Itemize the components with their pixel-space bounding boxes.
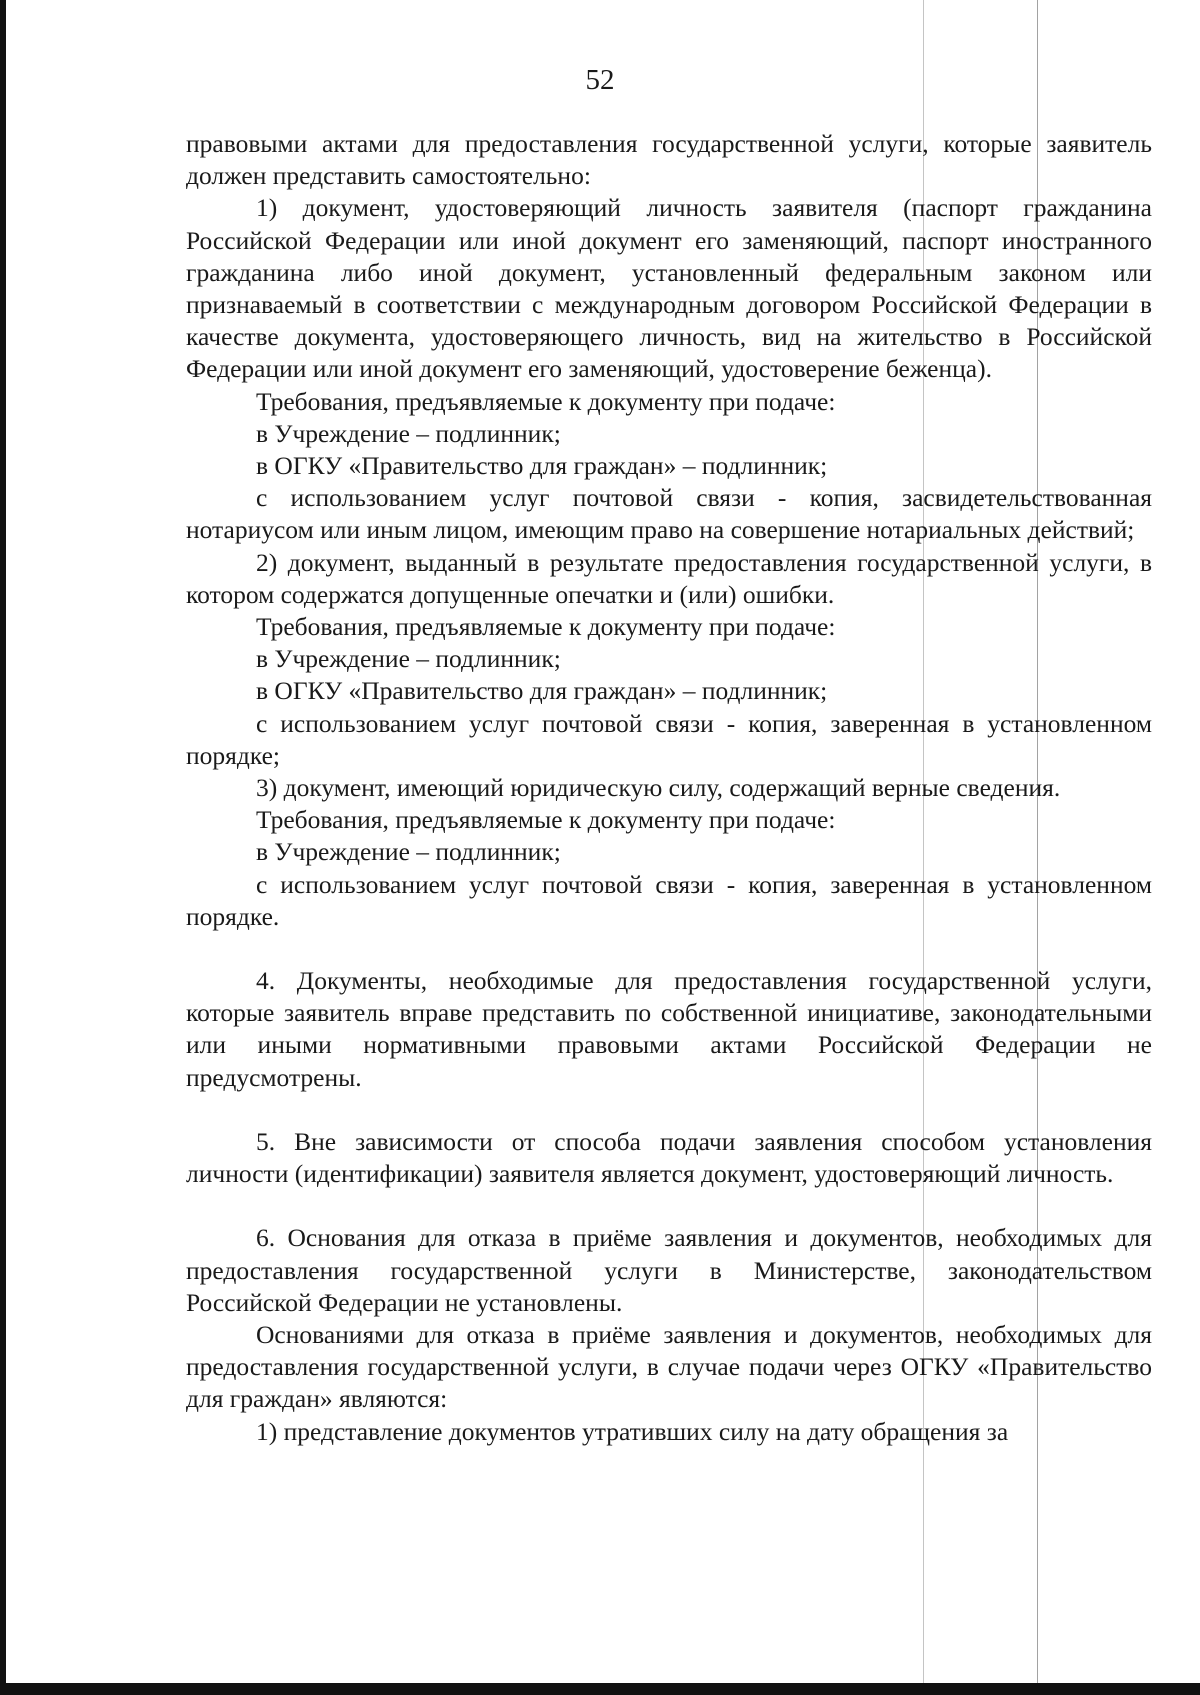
section-spacer [186,933,1152,965]
requirement-item: в Учреждение – подлинник; [256,837,561,867]
section-6-paragraph: 6. Основания для отказа в приёме заявления и документов, необходимых для предоставления государственной услуги в Министерстве, законодательством Российской Федерации не установлены. [186,1223,1152,1317]
requirement-item: в ОГКУ «Правительство для граждан» – подлинник; [256,676,828,706]
section-5-paragraph: 5. Вне зависимости от способа подачи заявления способом установления личности (идентификации) заявителя является документ, удостоверяющий личность. [186,1126,1152,1189]
requirement-item: с использованием услуг почтовой связи - копия, заверенная в установленном порядке. [186,869,1152,931]
requirement-item: в Учреждение – подлинник; [256,418,561,448]
document-body [186,128,1152,1448]
requirement-item: с использованием услуг почтовой связи - копия, засвидетельствованная нотариусом или иным лицом, имеющим право на совершение нотариальных действий; [186,483,1152,545]
page-number: 52 [585,64,615,96]
section-4-paragraph: 4. Документы, необходимые для предоставления государственной услуги, которые заявитель вправе представить по собственной инициативе, законодательными или иными нормативными правовыми актами Российской Федерации не предусмотрены. [186,966,1152,1092]
requirement-item: с использованием услуг почтовой связи - копия, заверенная в установленном порядке; [186,708,1152,770]
section-spacer [186,1094,1152,1126]
requirements-heading: Требования, предъявляемые к документу при подаче: [256,805,836,835]
section-spacer [186,1190,1152,1222]
requirements-heading: Требования, предъявляемые к документу при подаче: [256,386,836,416]
paragraph-continuation: правовыми актами для предоставления государственной услуги, которые заявитель должен представить самостоятельно: [186,129,1152,191]
refusal-ground-item-1: 1) представление документов утративших силу на дату обращения за [256,1416,1009,1446]
requirement-item: в ОГКУ «Правительство для граждан» – подлинник; [256,451,828,481]
scan-border-left [0,0,6,1695]
list-item-2: 2) документ, выданный в результате предоставления государственной услуги, в котором содержатся допущенные опечатки и (или) ошибки. [186,547,1152,609]
requirements-heading: Требования, предъявляемые к документу при подаче: [256,612,836,642]
list-item-3: 3) документ, имеющий юридическую силу, содержащий верные сведения. [256,773,1061,803]
scan-border-bottom [0,1683,1200,1695]
requirement-item: в Учреждение – подлинник; [256,644,561,674]
refusal-grounds-intro: Основаниями для отказа в приёме заявления и документов, необходимых для предоставления государственной услуги, в случае подачи через ОГКУ «Правительство для граждан» являются: [186,1319,1152,1414]
list-item-1: 1) документ, удостоверяющий личность заявителя (паспорт гражданина Российской Федерации или иной документ его заменяющий, паспорт иностранного гражданина либо иной документ, установленный федеральным законом или признаваемый в соответствии с международным договором Российской Федерации в качестве документа, удостоверяющего личность, вид на жительство в Российской Федерации или иной документ его заменяющий, удостоверение беженца). [186,193,1152,384]
